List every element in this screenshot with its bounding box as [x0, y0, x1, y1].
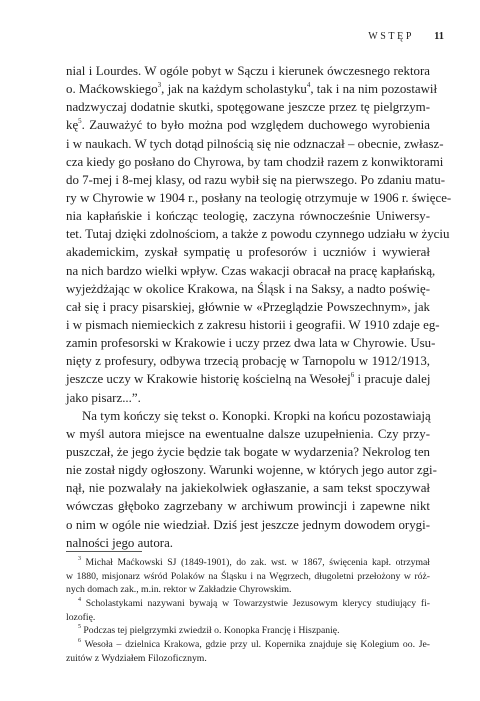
footnote-line: w 1880, misjonarz wśród Polaków na Śląsku i na Węgrzech, długoletni przełożony w róż- [66, 570, 430, 582]
body-segment: i pracuje dalej [354, 372, 431, 387]
footnote-mark: 4 [78, 596, 81, 603]
footnote-line [66, 556, 430, 570]
footnote-ref: 4 [306, 80, 311, 89]
footnote-text: Wesoła – dzielnica Krakowa, gdzie przy ul. Kopernika znajduje się Kolegium oo. Je- [84, 639, 431, 651]
body-line: wyjeżdżając w okolice Krakowa, na Śląsk i na Saksy, a nadto poświę- [66, 281, 430, 296]
footnote-ref: 5 [78, 117, 82, 126]
body-line: nial i Lourdes. W ogóle pobyt w Sączu i kierunek ówczesnego rektora [66, 64, 430, 78]
body-line: o nim w ogóle nie wiedział. Dziś jest jeszcze jednym dowodem orygi- [66, 517, 430, 532]
body-line: wówczas głęboko zagrzebany w archiwum prowincji i zapewne nikt [66, 499, 430, 514]
body-segment: kę [66, 118, 79, 133]
body-line: na nich bardzo wielki wpływ. Czas wakacji obracał na pracę kapłańską, [66, 263, 436, 278]
body-segment: , tak i na nim pozostawił [310, 82, 438, 97]
page-number: 11 [434, 31, 444, 42]
footnote-ref: 3 [157, 80, 162, 89]
body-line: nie został nigdy ogłoszony. Warunki wojenne, w których jego autor zgi- [66, 463, 437, 478]
body-text [66, 62, 452, 552]
body-line: tet. Tutaj dzięki zdolnościom, a także z powodu czynnego udziału w życiu [66, 227, 450, 242]
body-line [66, 116, 430, 134]
body-line: puszczał, że jego życie będzie tak bogate w wydarzenia? Nekrolog ten [66, 444, 430, 459]
footnote-text: Podczas tej pielgrzymki zwiedził o. Konopka Francję i Hiszpanię. [83, 625, 340, 637]
body-line [66, 370, 430, 388]
body-line: i w pismach niemieckich z zakresu historii i geografii. W 1910 zdaje eg- [66, 317, 440, 332]
footnote-mark: 5 [78, 624, 81, 631]
body-line: cał się i pracy pisarskiej, głównie w «Przeglądzie Powszechnym», jak [66, 299, 430, 314]
chapter-title: WSTĘP [368, 31, 414, 42]
paragraph-start: Na tym kończy się tekst o. Konopki. Kropki na końcu pozostawiają [82, 408, 431, 423]
footnote-divider [66, 551, 142, 552]
body-line: nięty z profesury, odbywa trzecią probację w Tarnopolu w 1912/1913, [66, 354, 430, 369]
body-line: nął, nie pozwalały na jakiekolwiek ogłaszanie, a sam tekst spoczywał [66, 481, 430, 496]
body-line: i w naukach. W tych dotąd pilnością się nie odznaczał – obecnie, zwłasz- [66, 136, 444, 151]
body-segment: , jak na każdym scholastyku [161, 82, 307, 97]
footnote-line: zuitów z Wydziałem Filozoficznym. [66, 652, 207, 664]
body-line: akademickim, zyskał sympatię u profesorów i uczniów i wywierał [66, 245, 430, 260]
body-segment: . Zauważyć to było można pod względem duchowego wyrobienia [81, 118, 430, 133]
footnote-line [66, 638, 430, 652]
footnote-text: Michał Maćkowski SJ (1849-1901), do zak. wst. w 1867, święcenia kapł. otrzymał [85, 557, 431, 568]
body-line: nia kapłańskie i kończąc teologię, zaczyna równocześnie Uniwersy- [66, 209, 430, 224]
body-line: nadzwyczaj dodatnie skutki, spotęgowane jeszcze przez tę pielgrzym- [66, 100, 430, 115]
running-head [0, 31, 480, 45]
body-line: do 7-mej i 8-mej klasy, od razu wybił się na pierwszego. Po zdaniu matu- [66, 172, 445, 187]
footnote-line: nych domach zak., m.in. rektor w Zakładzie Chyrowskim. [66, 584, 292, 596]
footnote-line: lozofię. [66, 611, 96, 623]
body-line: nalności jego autora. [66, 535, 174, 550]
body-line: w myśl autora miejsce na ewentualne dalsze uzupełnienia. Czy przy- [66, 426, 430, 441]
footnote-mark: 6 [78, 637, 81, 644]
body-line [66, 80, 438, 98]
body-segment: jeszcze uczy w Krakowie historię kościelną na Wesołej [66, 372, 351, 387]
footnote-line [66, 624, 430, 638]
footnote-text: Scholastykami nazywani bywają w Towarzystwie Jezusowym klerycy studiujący fi- [85, 598, 431, 610]
footnote-mark: 3 [78, 555, 81, 562]
body-line: jako pisarz...”. [66, 390, 141, 405]
body-line: ry w Chyrowie w 1904 r., posłany na teologię otrzymuje w 1906 r. święce- [66, 190, 452, 205]
footnote-line [66, 597, 430, 611]
body-line: zamin profesorski w Krakowie i uczy przez dwa lata w Chyrowie. Usu- [66, 336, 436, 351]
footnote-ref: 6 [350, 371, 355, 380]
body-line: cza kiedy go posłano do Chyrowa, by tam chodził razem z konwiktorami [66, 154, 444, 169]
footnotes [66, 556, 430, 666]
body-segment: o. Maćkowskiego [66, 82, 158, 97]
